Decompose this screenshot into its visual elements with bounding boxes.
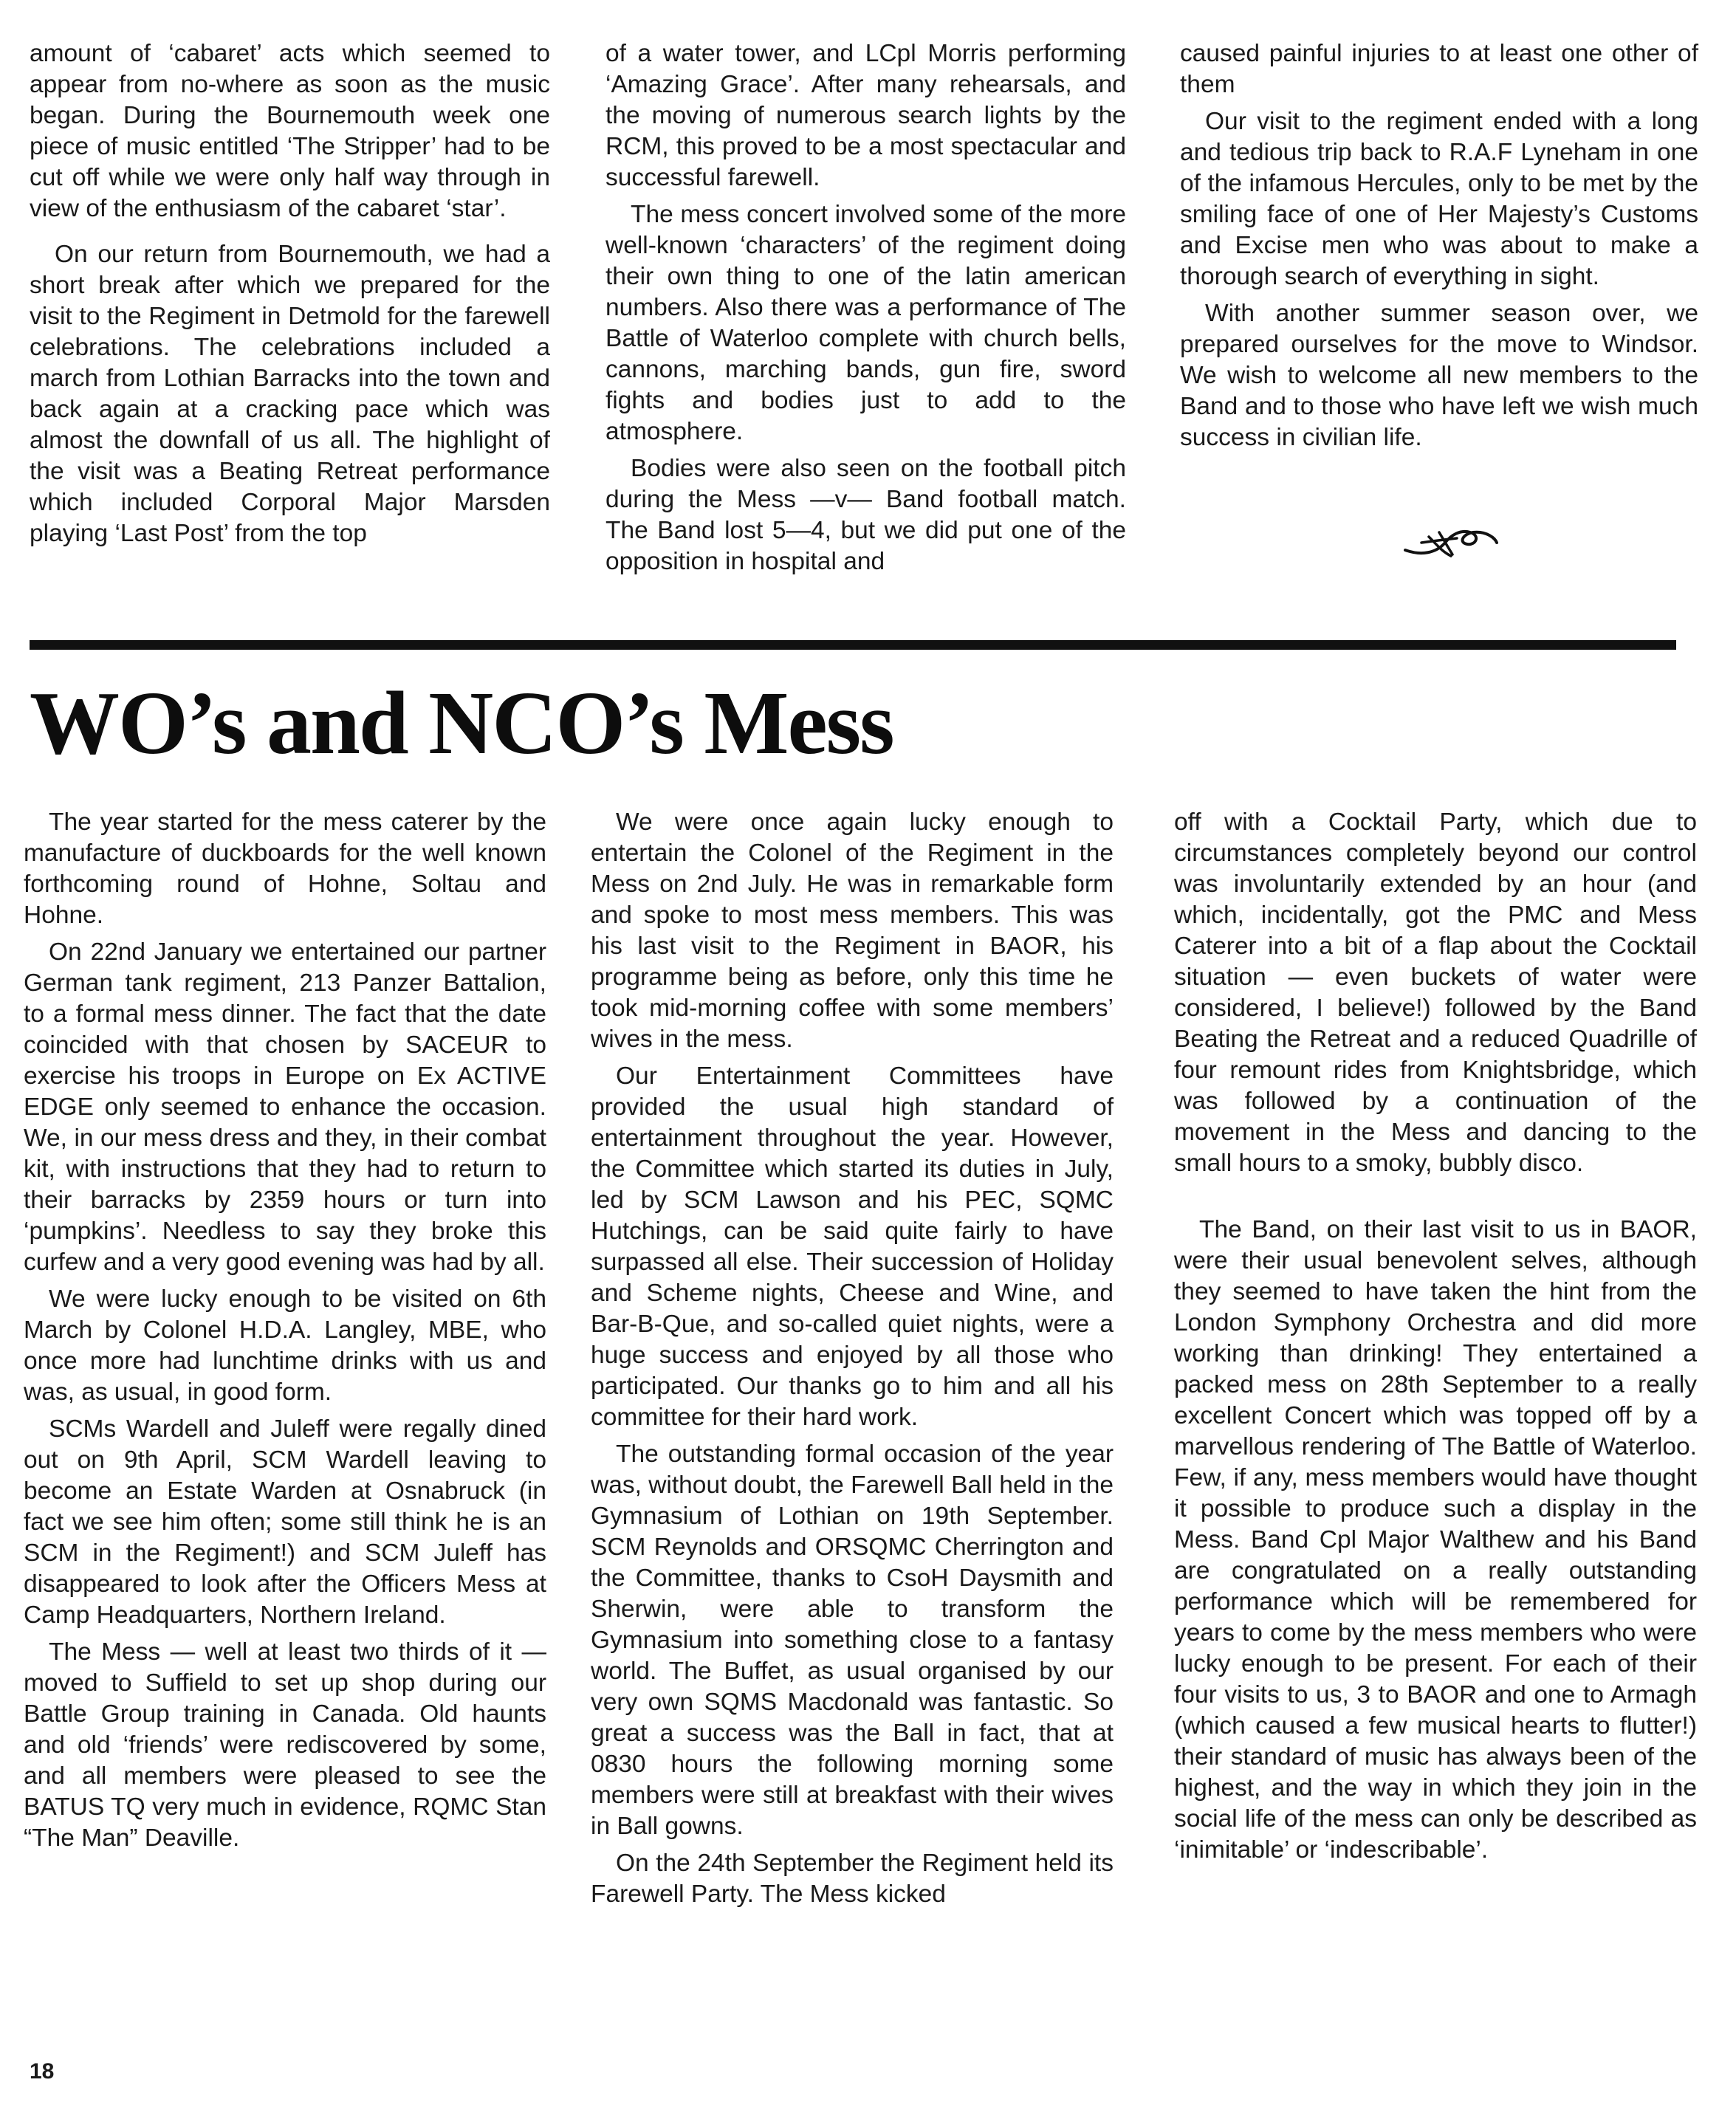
- paragraph-gap: [1174, 1185, 1697, 1215]
- mess-article-column-1: [24, 807, 546, 1860]
- paragraph: SCMs Wardell and Juleff were regally dined out on 9th April, SCM Wardell leaving to become an Estate Warden at Osnabruck (in fact we see him often; some still think he is an SCM in the Regiment!) and SCM Juleff has disappeared to look after the Officers Mess at Camp Headquarters, Northern Ireland.: [24, 1415, 546, 1629]
- flourish-icon: [1399, 521, 1503, 565]
- paragraph: off with a Cocktail Party, which due to circumstances completely beyond our control was involuntarily extended by an hour (and which, incidentally, got the PMC and Mess Caterer into a bit of a flap about the Cocktail situation — even buckets of water were considered, I believe!) followed by the Band Beating the Retreat and a reduced Quadrille of four remount rides from Knightsbridge, which was followed by a continuation of the movement in the Mess and dancing to the small hours to a smoky, bubbly disco.: [1174, 808, 1697, 1177]
- page-number: 18: [30, 2059, 55, 2084]
- paragraph: The Mess — well at least two thirds of it — moved to Suffield to set up shop during our Battle Group training in Canada. Old haunts and old ‘friends’ were rediscovered by some, and all members were pleased to see the BATUS TQ very much in evidence, RQMC Stan “The Man” Deaville.: [24, 1638, 546, 1852]
- paragraph: of a water tower, and LCpl Morris performing ‘Amazing Grace’. After many rehearsals, and the moving of numerous search lights by the RCM, this proved to be a most spectacular and successful farewell.: [605, 40, 1126, 191]
- paragraph: We were lucky enough to be visited on 6th March by Colonel H.D.A. Langley, MBE, who once more had lunchtime drinks with us and was, as usual, in good form.: [24, 1285, 546, 1406]
- paragraph: The outstanding formal occasion of the year was, without doubt, the Farewell Ball held in the Gymnasium of Lothian on 19th September. SCM Reynolds and ORSQMC Cherrington and the Committee, thanks to CsoH Daysmith and Sherwin, were able to transform the Gymnasium into something close to a fantasy world. The Buffet, as usual organised by our very own SQMS Macdonald was fantastic. So great a success was the Ball in fact, that at 0830 hours the following morning some members were still at breakfast with their wives in Ball gowns.: [591, 1440, 1114, 1840]
- paragraph: On our return from Bournemouth, we had a short break after which we prepared for the visit to the Regiment in Detmold for the farewell celebrations. The celebrations included a march from Lothian Barracks into the town and back again at a cracking pace which was almost the downfall of us all. The highlight of the visit was a Beating Retreat performance which included Corporal Major Marsden playing ‘Last Post’ from the top: [30, 241, 550, 547]
- section-title: WO’s and NCO’s Mess: [30, 673, 893, 773]
- paragraph: On 22nd January we entertained our partner German tank regiment, 213 Panzer Battalion, to a formal mess dinner. The fact that the date coincided with that chosen by SACEUR to exercise his troops in Europe on Ex ACTIVE EDGE only seemed to enhance the occasion. We, in our mess dress and they, in their combat kit, with instructions that they had to return to their barracks by 2359 hours or turn into ‘pumpkins’. Needless to say they broke this curfew and a very good evening was had by all.: [24, 938, 546, 1276]
- mess-article-column-3: [1174, 807, 1697, 1872]
- paragraph: Our Entertainment Committees have provided the usual high standard of entertainment throughout the year. However, the Committee which started its duties in July, led by SCM Lawson and his PEC, SQMC Hutchings, can be said quite fairly to have surpassed all else. Their succession of Holiday and Scheme nights, Cheese and Wine, and Bar-B-Que, and so-called quiet nights, were a huge success and enjoyed by all those who participated. Our thanks go to him and all his committee for their hard work.: [591, 1062, 1114, 1431]
- band-article-column-3: [1180, 38, 1698, 459]
- paragraph: Our visit to the regiment ended with a long and tedious trip back to R.A.F Lyneham in one of the infamous Hercules, only to be met by the smiling face of one of Her Majesty’s Customs and Excise men who was about to make a thorough search of everything in sight.: [1180, 108, 1698, 290]
- paragraph: Bodies were also seen on the football pitch during the Mess —v— Band football match. The Band lost 5—4, but we did put one of the opposition in hospital and: [605, 455, 1126, 575]
- band-article-column-1: [30, 38, 550, 555]
- paragraph: amount of ‘cabaret’ acts which seemed to appear from no-where as soon as the music began. During the Bournemouth week one piece of music entitled ‘The Stripper’ had to be cut off while we were only half way through in view of the enthusiasm of the cabaret ‘star’.: [30, 40, 550, 222]
- paragraph: We were once again lucky enough to entertain the Colonel of the Regiment in the Mess on 2nd July. He was in remarkable form and spoke to most mess members. This was his last visit to the Regiment in BAOR, his programme being as before, only this time he took mid-morning coffee with some members’ wives in the mess.: [591, 808, 1114, 1053]
- paragraph: On the 24th September the Regiment held its Farewell Party. The Mess kicked: [591, 1850, 1114, 1908]
- paragraph: The year started for the mess caterer by the manufacture of duckboards for the well known forthcoming round of Hohne, Soltau and Hohne.: [24, 808, 546, 929]
- paragraph: The Band, on their last visit to us in BAOR, were their usual benevolent selves, although they seemed to have taken the hint from the London Symphony Orchestra and did more working than drinking! They entertained a packed mess on 28th September to a really excellent Concert which was topped off by a marvellous rendering of The Battle of Waterloo. Few, if any, mess members would have thought it possible to produce such a display in the Mess. Band Cpl Major Walthew and his Band are congratulated on a really outstanding performance which will be remembered for years to come by the mess members who were lucky enough to be present. For each of their four visits to us, 3 to BAOR and one to Armagh (which caused a few musical hearts to flutter!) their standard of music has always been of the highest, and the way in which they join in the social life of the mess can only be described as ‘inimitable’ or ‘indescribable’.: [1174, 1216, 1697, 1864]
- section-divider-rule: [30, 640, 1676, 650]
- paragraph: The mess concert involved some of the more well-known ‘characters’ of the regiment doing their own thing to one of the latin american numbers. Also there was a performance of The Battle of Waterloo complete with church bells, cannons, marching bands, gun fire, sword fights and bodies just to add to the atmosphere.: [605, 201, 1126, 445]
- paragraph: caused painful injuries to at least one other of them: [1180, 40, 1698, 98]
- mess-article-column-2: [591, 807, 1114, 1916]
- band-article-column-2: [605, 38, 1126, 583]
- paragraph: With another summer season over, we prepared ourselves for the move to Windsor. We wish to welcome all new members to the Band and to those who have left we wish much success in civilian life.: [1180, 300, 1698, 451]
